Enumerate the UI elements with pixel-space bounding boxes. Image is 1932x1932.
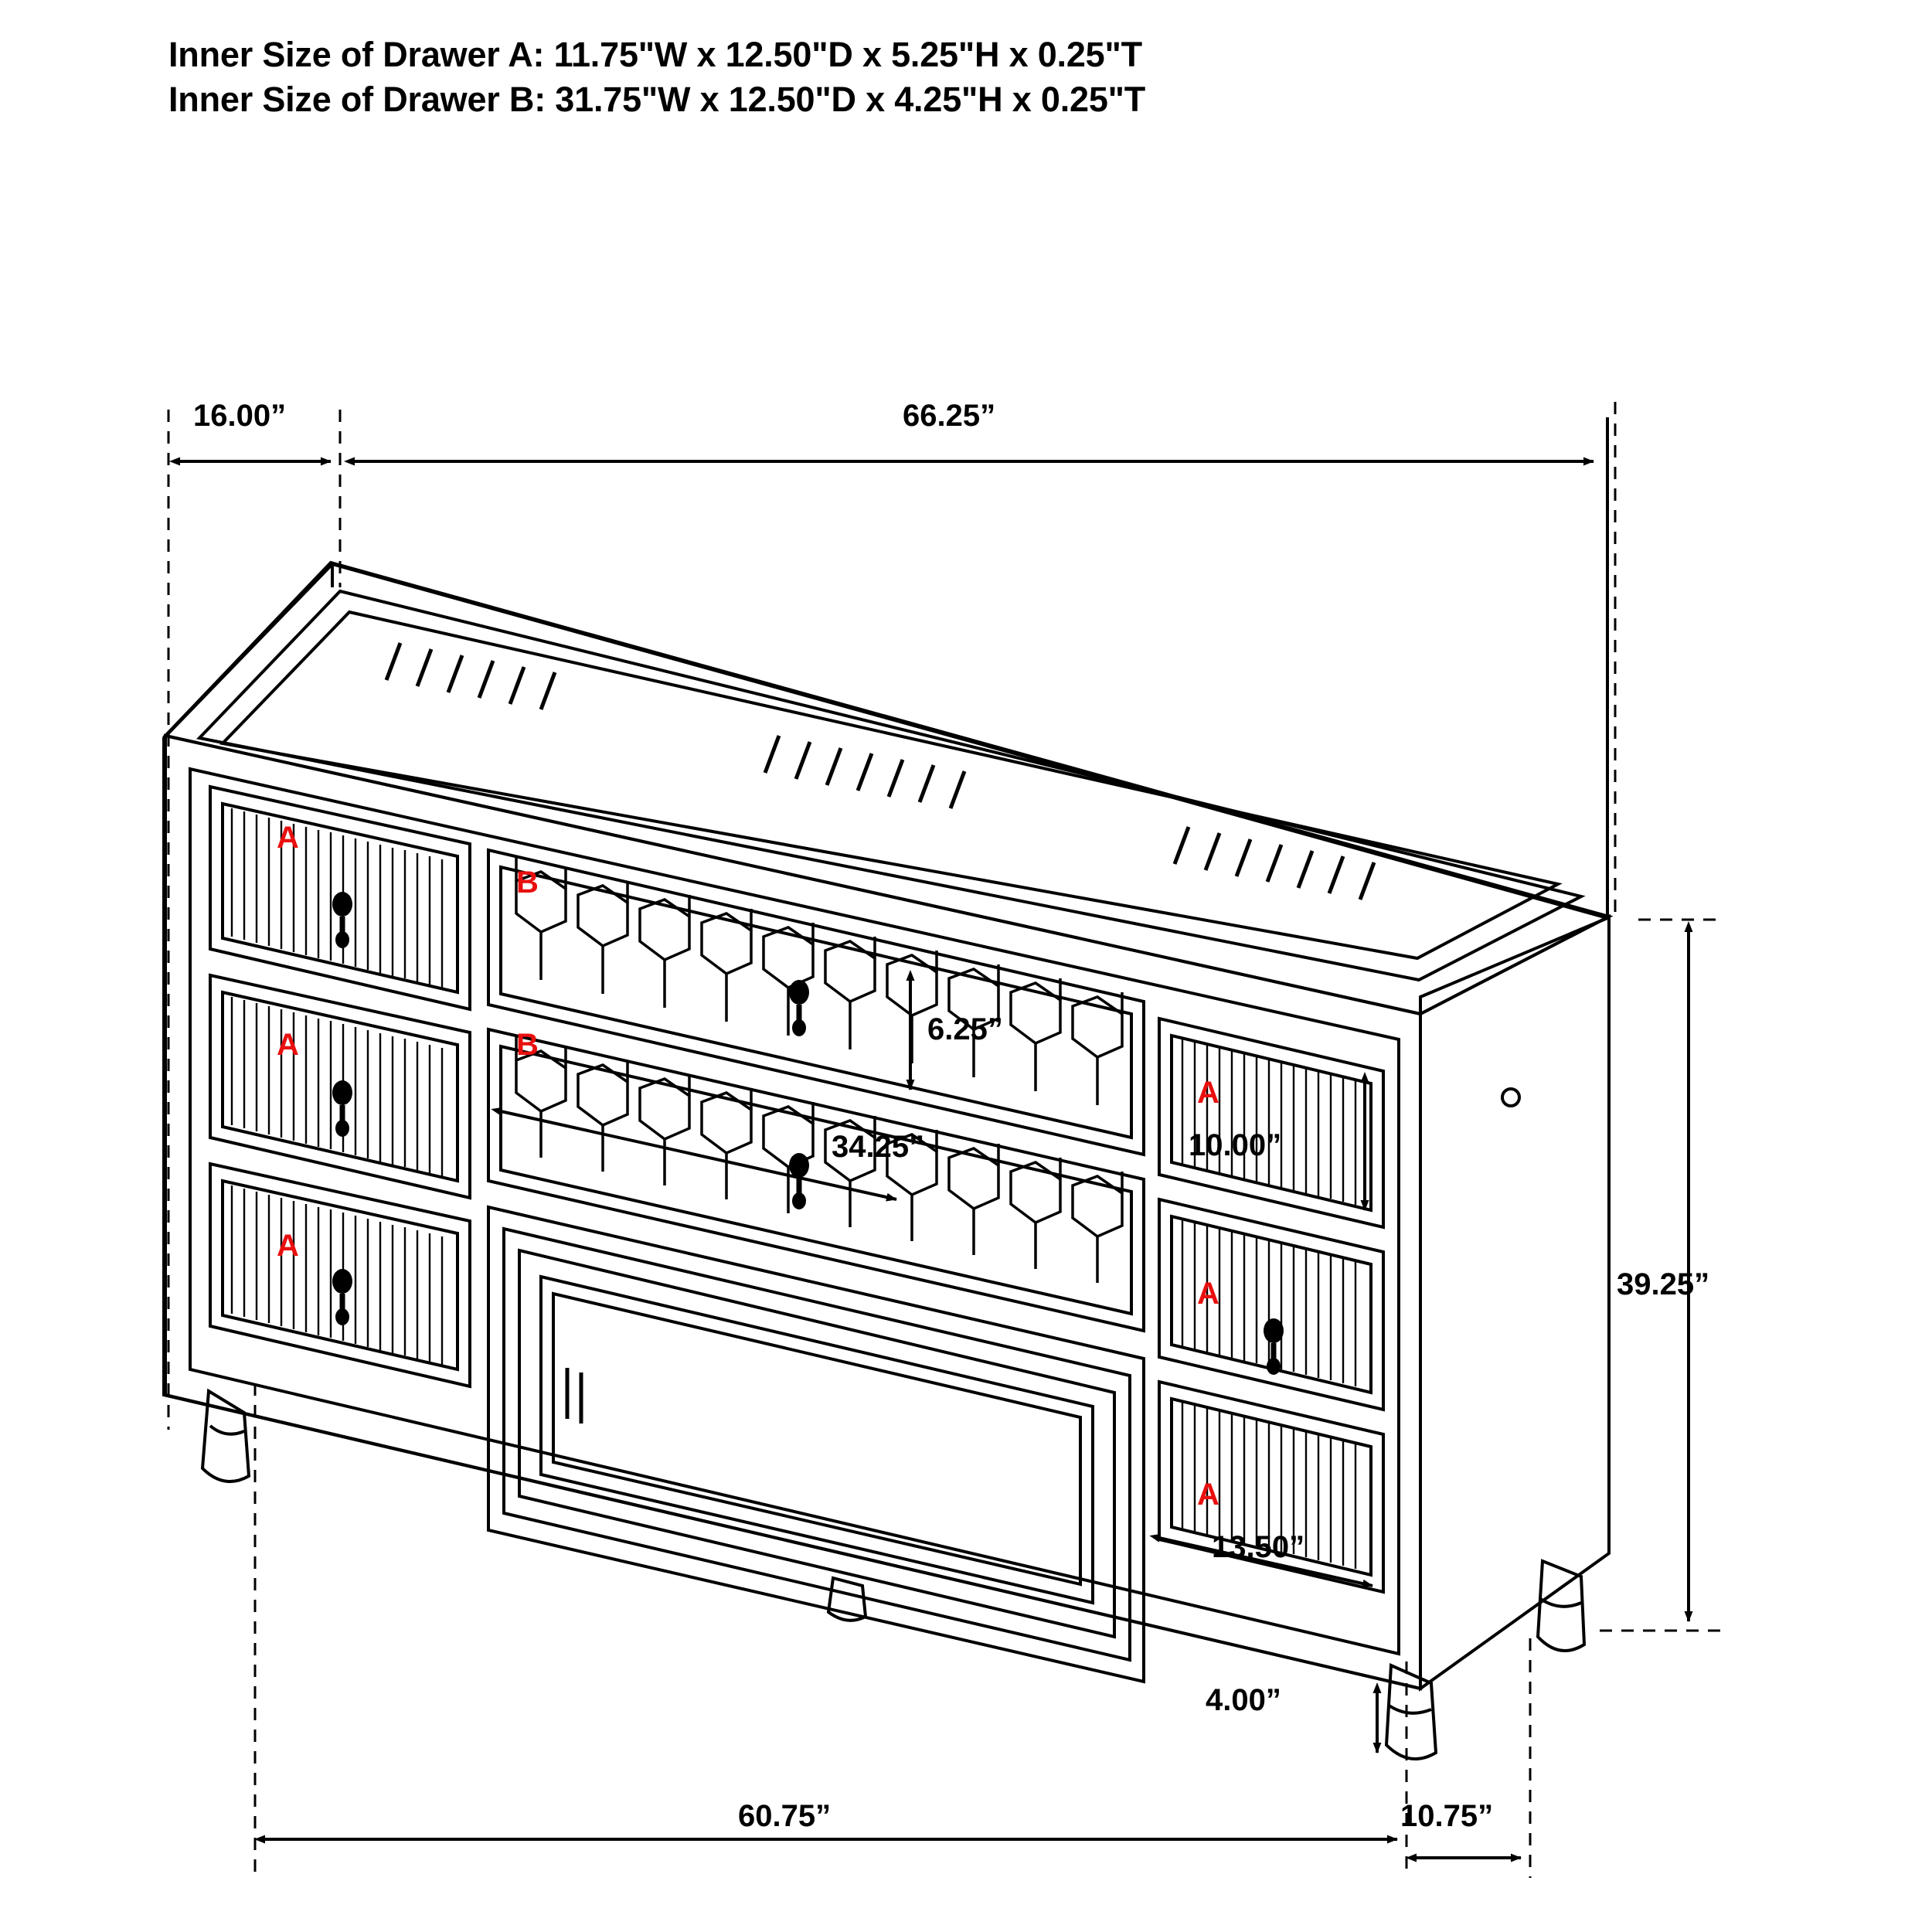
drawer-callout-a-4: A [1197,1076,1219,1110]
dim-label-depth-16: 16.00” [193,399,287,433]
drawer-callout-a-2: A [277,1028,299,1062]
dim-label-overall-height: 39.25” [1617,1267,1710,1301]
dim-label-leg-height: 4.00” [1206,1683,1281,1717]
dim-label-drawer-a-bottom-width: 13.50” [1212,1530,1305,1564]
drawer-callout-a-5: A [1197,1277,1219,1311]
drawer-a-inner-size-text: Inner Size of Drawer A: 11.75"W x 12.50"D x 5.25"H x 0.25"T [168,35,1142,74]
drawer-callout-a-3: A [277,1229,299,1263]
dim-label-drawer-b-height: 6.25” [927,1012,1003,1046]
dim-label-drawer-a-right-width: 10.00” [1189,1128,1282,1162]
drawer-callout-a-6: A [1197,1478,1219,1512]
dim-label-width-66: 66.25” [903,399,996,433]
inner-size-notes [168,32,1714,121]
drawer-callout-a-1: A [277,821,299,855]
drawer-b-inner-size-text: Inner Size of Drawer B: 31.75"W x 12.50"D x 4.25"H x 0.25"T [168,79,1146,119]
drawer-callout-b-2: B [516,1028,539,1062]
knob-icon-group [332,892,1284,1375]
dim-label-front-width: 60.75” [738,1799,832,1833]
dim-label-drawer-b-width: 34.25” [832,1130,925,1164]
dim-label-side-offset: 10.75” [1400,1799,1494,1833]
drawer-callout-b-1: B [516,866,539,900]
